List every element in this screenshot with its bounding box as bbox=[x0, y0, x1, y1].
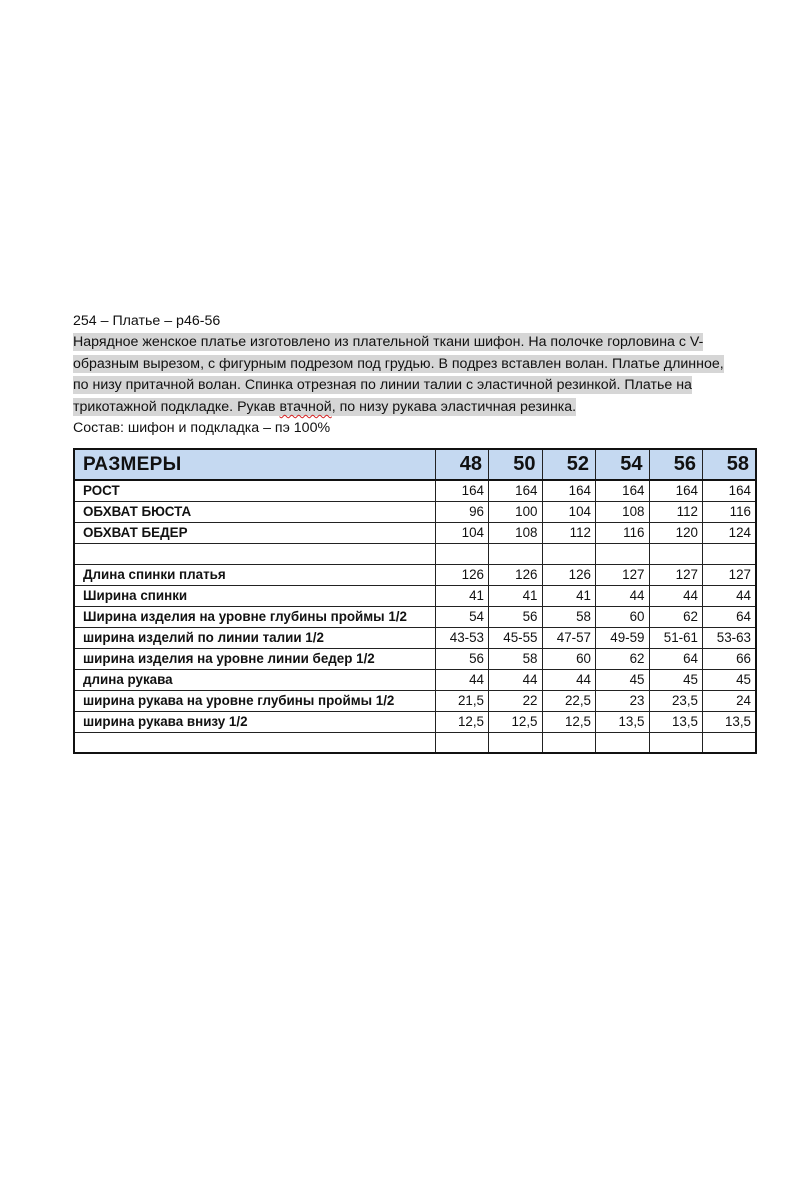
measure-label: ширина изделий по линии талии 1/2 bbox=[74, 627, 435, 648]
measure-value: 12,5 bbox=[542, 711, 596, 732]
measure-value: 112 bbox=[542, 522, 596, 543]
description-line-1: Нарядное женское платье изготовлено из плательной ткани шифон. На полочке горловина с V- bbox=[73, 334, 704, 350]
measure-value: 41 bbox=[542, 585, 596, 606]
measure-value: 120 bbox=[649, 522, 703, 543]
table-row bbox=[74, 606, 756, 627]
table-row bbox=[74, 522, 756, 543]
measure-value: 49-59 bbox=[596, 627, 650, 648]
measure-value: 112 bbox=[649, 501, 703, 522]
measure-value: 127 bbox=[649, 564, 703, 585]
measure-value: 21,5 bbox=[435, 690, 489, 711]
measure-value bbox=[542, 732, 596, 753]
measure-value: 13,5 bbox=[703, 711, 757, 732]
sizes-header-label: РАЗМЕРЫ bbox=[74, 449, 435, 480]
measure-value bbox=[596, 543, 650, 564]
measure-value: 108 bbox=[489, 522, 543, 543]
measure-value: 62 bbox=[649, 606, 703, 627]
measure-value bbox=[542, 543, 596, 564]
measure-value: 116 bbox=[703, 501, 757, 522]
measure-label: Ширина изделия на уровне глубины проймы 1/2 bbox=[74, 606, 435, 627]
measure-value bbox=[703, 732, 757, 753]
measure-value: 45 bbox=[649, 669, 703, 690]
description-line-2: образным вырезом, с фигурным подрезом под грудью. В подрез вставлен волан. Платье длинное, bbox=[73, 355, 724, 372]
measure-value bbox=[435, 543, 489, 564]
measure-value: 44 bbox=[649, 585, 703, 606]
measure-value: 127 bbox=[703, 564, 757, 585]
measure-value: 22,5 bbox=[542, 690, 596, 711]
measure-value: 164 bbox=[542, 480, 596, 501]
table-row bbox=[74, 732, 756, 753]
measure-value: 12,5 bbox=[435, 711, 489, 732]
measure-label: ширина изделия на уровне линии бедер 1/2 bbox=[74, 648, 435, 669]
measure-label bbox=[74, 543, 435, 564]
size-56-header: 56 bbox=[649, 449, 703, 480]
size-chart-table bbox=[73, 448, 757, 754]
measure-value bbox=[489, 543, 543, 564]
measure-value: 56 bbox=[435, 648, 489, 669]
measure-value: 126 bbox=[435, 564, 489, 585]
table-row bbox=[74, 669, 756, 690]
measure-value: 53-63 bbox=[703, 627, 757, 648]
table-row bbox=[74, 690, 756, 711]
table-row bbox=[74, 648, 756, 669]
misspelled-word: втачной bbox=[279, 398, 332, 415]
measure-value: 127 bbox=[596, 564, 650, 585]
measure-value: 126 bbox=[542, 564, 596, 585]
measure-label: ОБХВАТ БЕДЕР bbox=[74, 522, 435, 543]
measure-value: 60 bbox=[596, 606, 650, 627]
measure-value: 100 bbox=[489, 501, 543, 522]
measure-value: 44 bbox=[703, 585, 757, 606]
product-title: 254 – Платье – р46-56 bbox=[73, 313, 221, 329]
measure-label: Ширина спинки bbox=[74, 585, 435, 606]
size-header-row bbox=[74, 449, 756, 480]
measure-value: 124 bbox=[703, 522, 757, 543]
size-50-header: 50 bbox=[489, 449, 543, 480]
product-description bbox=[73, 332, 763, 418]
measure-value: 66 bbox=[703, 648, 757, 669]
measure-value: 23 bbox=[596, 690, 650, 711]
measure-value: 44 bbox=[435, 669, 489, 690]
measure-label: ширина рукава внизу 1/2 bbox=[74, 711, 435, 732]
measure-value: 58 bbox=[489, 648, 543, 669]
measure-label: ширина рукава на уровне глубины проймы 1/2 bbox=[74, 690, 435, 711]
measure-value: 116 bbox=[596, 522, 650, 543]
table-row bbox=[74, 627, 756, 648]
measure-value: 12,5 bbox=[489, 711, 543, 732]
measure-value bbox=[596, 732, 650, 753]
size-52-header: 52 bbox=[542, 449, 596, 480]
measure-value: 164 bbox=[703, 480, 757, 501]
measure-value: 62 bbox=[596, 648, 650, 669]
measure-value: 54 bbox=[435, 606, 489, 627]
measure-value: 45-55 bbox=[489, 627, 543, 648]
measure-value: 164 bbox=[596, 480, 650, 501]
measure-label bbox=[74, 732, 435, 753]
measure-value bbox=[649, 543, 703, 564]
measure-value: 58 bbox=[542, 606, 596, 627]
table-row bbox=[74, 711, 756, 732]
measure-value: 164 bbox=[489, 480, 543, 501]
measure-value: 47-57 bbox=[542, 627, 596, 648]
table-row bbox=[74, 543, 756, 564]
measure-label: Длина спинки платья bbox=[74, 564, 435, 585]
measure-value: 45 bbox=[596, 669, 650, 690]
measure-value: 56 bbox=[489, 606, 543, 627]
measure-value: 64 bbox=[649, 648, 703, 669]
measure-label: ОБХВАТ БЮСТА bbox=[74, 501, 435, 522]
table-row bbox=[74, 501, 756, 522]
measure-value: 13,5 bbox=[596, 711, 650, 732]
measure-value: 24 bbox=[703, 690, 757, 711]
table-row bbox=[74, 480, 756, 501]
measure-value: 44 bbox=[489, 669, 543, 690]
measure-value: 164 bbox=[649, 480, 703, 501]
description-line-3: по низу притачной волан. Спинка отрезная по линии талии с эластичной резинкой. Платье на bbox=[73, 377, 692, 394]
measure-label: РОСТ bbox=[74, 480, 435, 501]
measure-value: 13,5 bbox=[649, 711, 703, 732]
measure-value: 45 bbox=[703, 669, 757, 690]
measure-value: 164 bbox=[435, 480, 489, 501]
size-54-header: 54 bbox=[596, 449, 650, 480]
description-line-4: трикотажной подкладке. Рукав втачной, по низу рукава эластичная резинка. bbox=[73, 398, 577, 415]
size-58-header: 58 bbox=[703, 449, 757, 480]
measure-value: 22 bbox=[489, 690, 543, 711]
table-row bbox=[74, 564, 756, 585]
measure-value bbox=[703, 543, 757, 564]
measure-value bbox=[435, 732, 489, 753]
measure-label: длина рукава bbox=[74, 669, 435, 690]
measure-value: 23,5 bbox=[649, 690, 703, 711]
measure-value: 43-53 bbox=[435, 627, 489, 648]
measure-value: 44 bbox=[542, 669, 596, 690]
product-description-block bbox=[73, 311, 763, 439]
measure-value: 64 bbox=[703, 606, 757, 627]
measure-value: 104 bbox=[542, 501, 596, 522]
measure-value: 126 bbox=[489, 564, 543, 585]
measure-value: 44 bbox=[596, 585, 650, 606]
measure-value: 60 bbox=[542, 648, 596, 669]
measure-value: 41 bbox=[489, 585, 543, 606]
measure-value: 104 bbox=[435, 522, 489, 543]
size-48-header: 48 bbox=[435, 449, 489, 480]
measure-value: 96 bbox=[435, 501, 489, 522]
table-row bbox=[74, 585, 756, 606]
measure-value: 108 bbox=[596, 501, 650, 522]
measure-value: 51-61 bbox=[649, 627, 703, 648]
measure-value bbox=[489, 732, 543, 753]
composition-line: Состав: шифон и подкладка – пэ 100% bbox=[73, 420, 331, 437]
measure-value: 41 bbox=[435, 585, 489, 606]
measure-value bbox=[649, 732, 703, 753]
